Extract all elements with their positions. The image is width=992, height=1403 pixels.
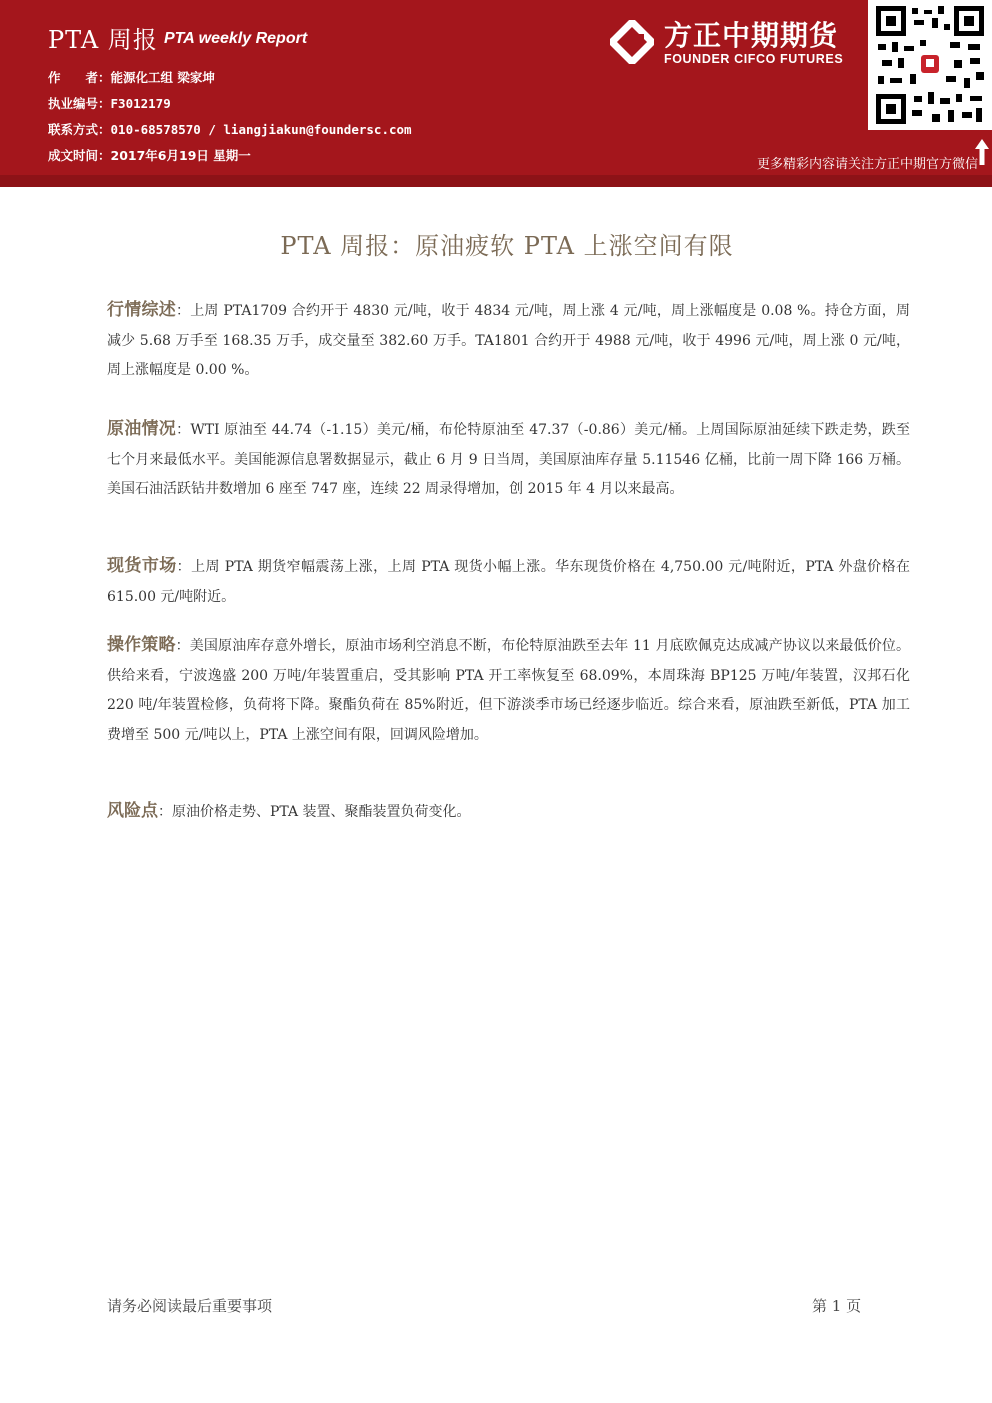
date-value: 2017年6月19日 星期一 (110, 148, 251, 163)
brand-name-cn: 方正中期期货 (664, 19, 839, 52)
section-heading: 行情综述 (107, 300, 176, 320)
section-heading: 原油情况 (107, 419, 177, 439)
header-rule (0, 175, 992, 187)
section-market-overview (107, 296, 910, 386)
author-label: 作 者： (48, 70, 111, 85)
author-value: 能源化工组 梁家坤 (110, 70, 215, 85)
section-body: ：美国原油库存意外增长，原油市场利空消息不断，布伦特原油跌至去年 11 月底欧佩克达成减产协议以来最低价位。供给来看，宁波逸盛 200 万吨/年装置重启，受其影响 PTA 开工率恢复至 68.09%，本周珠海 BP125 万吨/年装置，汉邦石化 220 吨/年装置检修，负荷将下降。聚酯负荷在 85%附近，但下游淡季市场已经逐步临近。综合来看，原油跌至新低，PTA 加工费增至 500 元/吨以上，PTA 上涨空间有限，回调风险增加。 (107, 638, 911, 743)
section-heading: 操作策略 (107, 635, 176, 655)
footer-notice: 请务必阅读最后重要事项 (107, 1297, 273, 1315)
section-crude-oil (107, 415, 910, 505)
contact-line (48, 120, 412, 138)
section-body: ：上周 PTA 期货窄幅震荡上涨，上周 PTA 现货小幅上涨。华东现货价格在 4,750.00 元/吨附近，PTA 外盘价格在 615.00 元/吨附近。 (107, 559, 910, 605)
section-body: ：原油价格走势、PTA 装置、聚酯装置负荷变化。 (158, 804, 471, 820)
page-number: 第 1 页 (812, 1297, 862, 1315)
section-strategy (107, 631, 910, 750)
author-line (48, 68, 215, 86)
license-value: F3012179 (110, 96, 171, 111)
document-title: PTA 周报：原油疲软 PTA 上涨空间有限 (280, 232, 734, 260)
qr-code-icon (876, 6, 984, 124)
section-body: ：WTI 原油至 44.74（-1.15）美元/桶，布伦特原油至 47.37（-0.86）美元/桶。上周国际原油延续下跌走势，跌至七个月来最低水平。美国能源信息署数据显示，截止 6 月 9 日当周，美国原油库存量 5.11546 亿桶，比前一周下降 166 万桶。美国石油活跃钻井数增加 6 座至 747 座，连续 22 周录得增加，创 2015 年 4 月以来最高。 (107, 422, 910, 497)
brand-name-en: FOUNDER CIFCO FUTURES (664, 52, 844, 66)
section-body: ：上周 PTA1709 合约开于 4830 元/吨，收于 4834 元/吨，周上涨 4 元/吨，周上涨幅度是 0.08 %。持仓方面，周减少 5.68 万手至 168.35 万手，成交量至 382.60 万手。TA1801 合约开于 4988 元/吨，收于 4996 元/吨，周上涨 0 元/吨，周上涨幅度是 0.00 %。 (107, 303, 911, 378)
section-heading: 现货市场 (107, 556, 177, 576)
report-title-en: PTA weekly Report (164, 30, 308, 47)
wechat-qr-code (868, 0, 992, 130)
wechat-follow-note: 更多精彩内容请关注方正中期官方微信 (756, 157, 978, 172)
date-line (48, 146, 251, 164)
contact-value[interactable]: 010-68578570 / liangjiakun@foundersc.com (110, 122, 412, 137)
date-label: 成文时间： (48, 148, 111, 163)
license-line (48, 94, 171, 112)
contact-label: 联系方式： (48, 122, 111, 137)
founder-logo-icon (610, 20, 654, 64)
section-heading: 风险点 (107, 801, 158, 821)
section-spot-market (107, 552, 910, 612)
section-risk (107, 797, 910, 828)
license-label: 执业编号： (48, 96, 111, 111)
report-title: PTA 周报 (48, 26, 158, 54)
